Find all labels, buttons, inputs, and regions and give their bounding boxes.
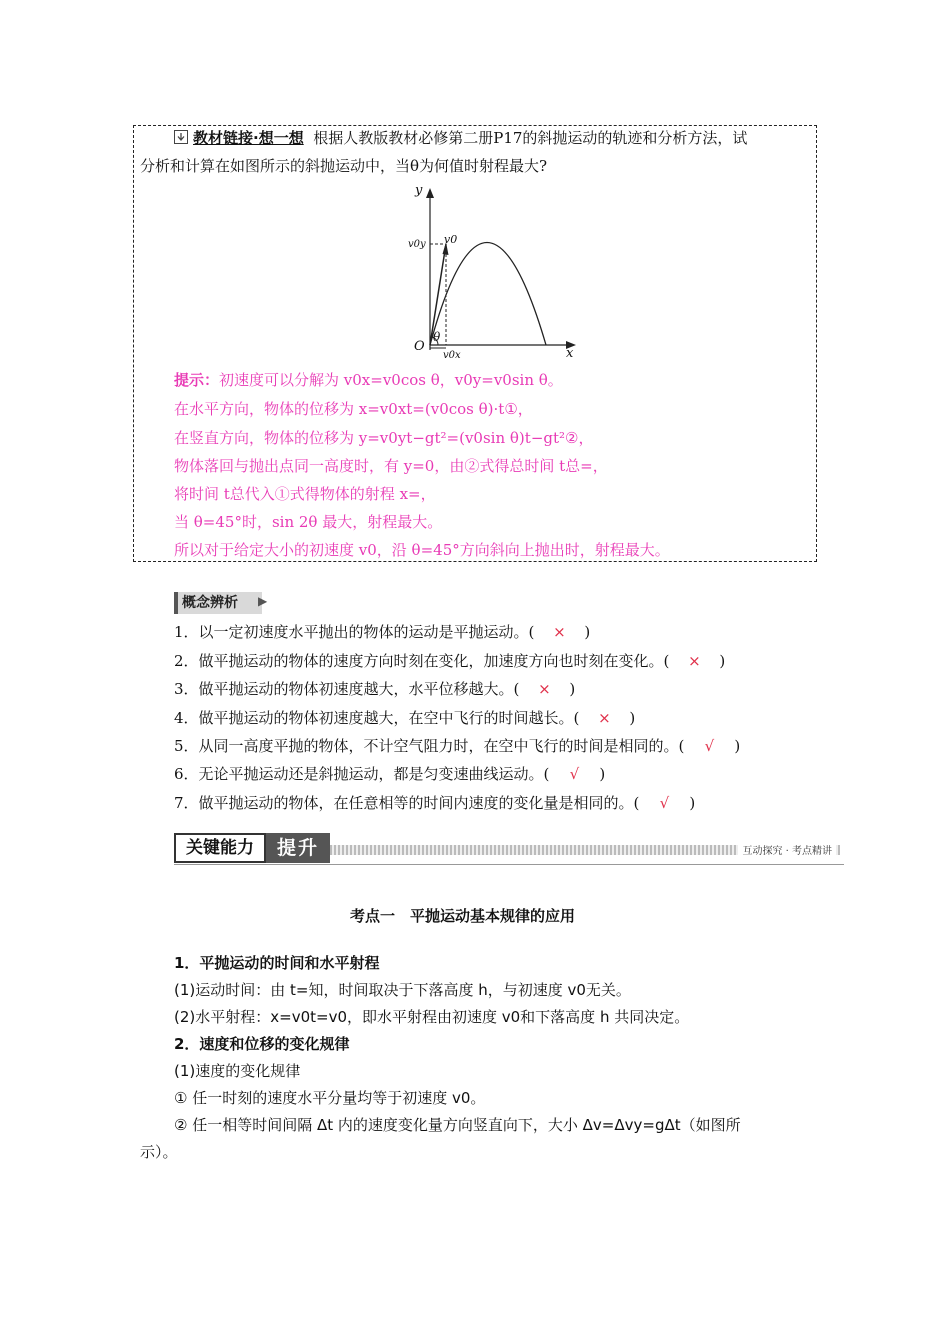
check-mark-icon: √ xyxy=(704,737,715,755)
section-paragraph-4: ① 任一时刻的速度水平分量均等于初速度 v0。 xyxy=(174,1089,486,1107)
cross-mark-icon: × xyxy=(538,680,551,698)
box-question-line2: 分析和计算在如图所示的斜抛运动中，当θ为何值时射程最大? xyxy=(140,157,548,175)
section-paragraph-5-cont: 示）。 xyxy=(140,1143,178,1161)
concept-item-6: 6．无论平抛运动还是斜抛运动，都是匀变速曲线运动。( √ ) xyxy=(174,765,606,783)
section-heading-2: 2．速度和位移的变化规律 xyxy=(174,1035,350,1053)
download-arrow-icon xyxy=(174,130,188,144)
box-title: 教材链接·想一想 xyxy=(193,129,304,147)
hint-line-3: 在竖直方向，物体的位移为 y=v0yt−gt²=(v0sin θ)t−gt²②， xyxy=(174,429,594,447)
hint-line-1: 提示：初速度可以分解为 v0x=v0cos θ，v0y=v0sin θ。 xyxy=(174,371,563,389)
figure-v0-label: v0 xyxy=(444,233,458,246)
banner-right-label: 提升 xyxy=(266,833,330,863)
section-paragraph-1: (1)运动时间：由 t=知，时间取决于下落高度 h，与初速度 v0无关。 xyxy=(174,981,631,999)
hint-label: 提示： xyxy=(174,371,220,389)
hint-line-2: 在水平方向，物体的位移为 x=v0xt=(v0cos θ)·t①， xyxy=(174,400,533,418)
hint-line-4: 物体落回与抛出点同一高度时，有 y=0，由②式得总时间 t总=， xyxy=(174,457,608,475)
cross-mark-icon: × xyxy=(598,709,611,727)
hint-line-7: 所以对于给定大小的初速度 v0，沿 θ=45°方向斜向上抛出时，射程最大。 xyxy=(174,541,670,559)
check-mark-icon: √ xyxy=(659,794,670,812)
figure-x-label: x xyxy=(566,346,574,361)
concept-item-7: 7．做平抛运动的物体，在任意相等的时间内速度的变化量是相同的。( √ ) xyxy=(174,794,696,812)
box-question-text: 根据人教版教材必修第二册P17的斜抛运动的轨迹和分析方法，试 xyxy=(313,129,748,147)
figure-v0y-label: v0y xyxy=(408,239,426,250)
section-paragraph-5: ② 任一相等时间间隔 Δt 内的速度变化量方向竖直向下，大小 Δv=Δvy=gΔt（如图所 xyxy=(174,1116,741,1134)
check-mark-icon: √ xyxy=(569,765,580,783)
play-arrow-icon: ▶ xyxy=(258,594,268,608)
banner-subtitle: 互动探究 · 考点精讲 xyxy=(738,842,836,857)
banner-left-label: 关键能力 xyxy=(174,833,266,863)
section-paragraph-2: (2)水平射程：x=v0t=v0，即水平射程由初速度 v0和下落高度 h 共同决定。 xyxy=(174,1008,690,1026)
hint-line-5: 将时间 t总代入①式得物体的射程 x=， xyxy=(174,485,436,503)
concept-item-5: 5．从同一高度平抛的物体，不计空气阻力时，在空中飞行的时间是相同的。( √ ) xyxy=(174,737,741,755)
cross-mark-icon: × xyxy=(688,652,701,670)
key-ability-banner xyxy=(174,833,844,867)
concept-heading: 概念辨析 xyxy=(174,592,262,614)
figure-v0x-label: v0x xyxy=(443,350,461,361)
hint-line-6: 当 θ=45°时，sin 2θ 最大，射程最大。 xyxy=(174,513,443,531)
figure-origin-label: O xyxy=(414,339,425,354)
concept-item-1: 1．以一定初速度水平抛出的物体的运动是平抛运动。( × ) xyxy=(174,623,591,641)
section-heading-1: 1．平抛运动的时间和水平射程 xyxy=(174,954,380,972)
figure-y-label: y xyxy=(415,183,423,198)
concept-item-4: 4．做平抛运动的物体初速度越大，在空中飞行的时间越长。( × ) xyxy=(174,709,636,727)
banner-divider xyxy=(174,864,844,865)
projectile-figure xyxy=(398,180,588,364)
cross-mark-icon: × xyxy=(553,623,566,641)
section-title: 考点一 平抛运动基本规律的应用 xyxy=(350,907,576,925)
section-paragraph-3: (1)速度的变化规律 xyxy=(174,1062,301,1080)
box-question-line1 xyxy=(193,128,747,148)
concept-item-3: 3．做平抛运动的物体初速度越大，水平位移越大。( × ) xyxy=(174,680,576,698)
concept-item-2: 2．做平抛运动的物体的速度方向时刻在变化，加速度方向也时刻在变化。( × ) xyxy=(174,652,726,670)
figure-theta-label: θ xyxy=(433,330,441,344)
